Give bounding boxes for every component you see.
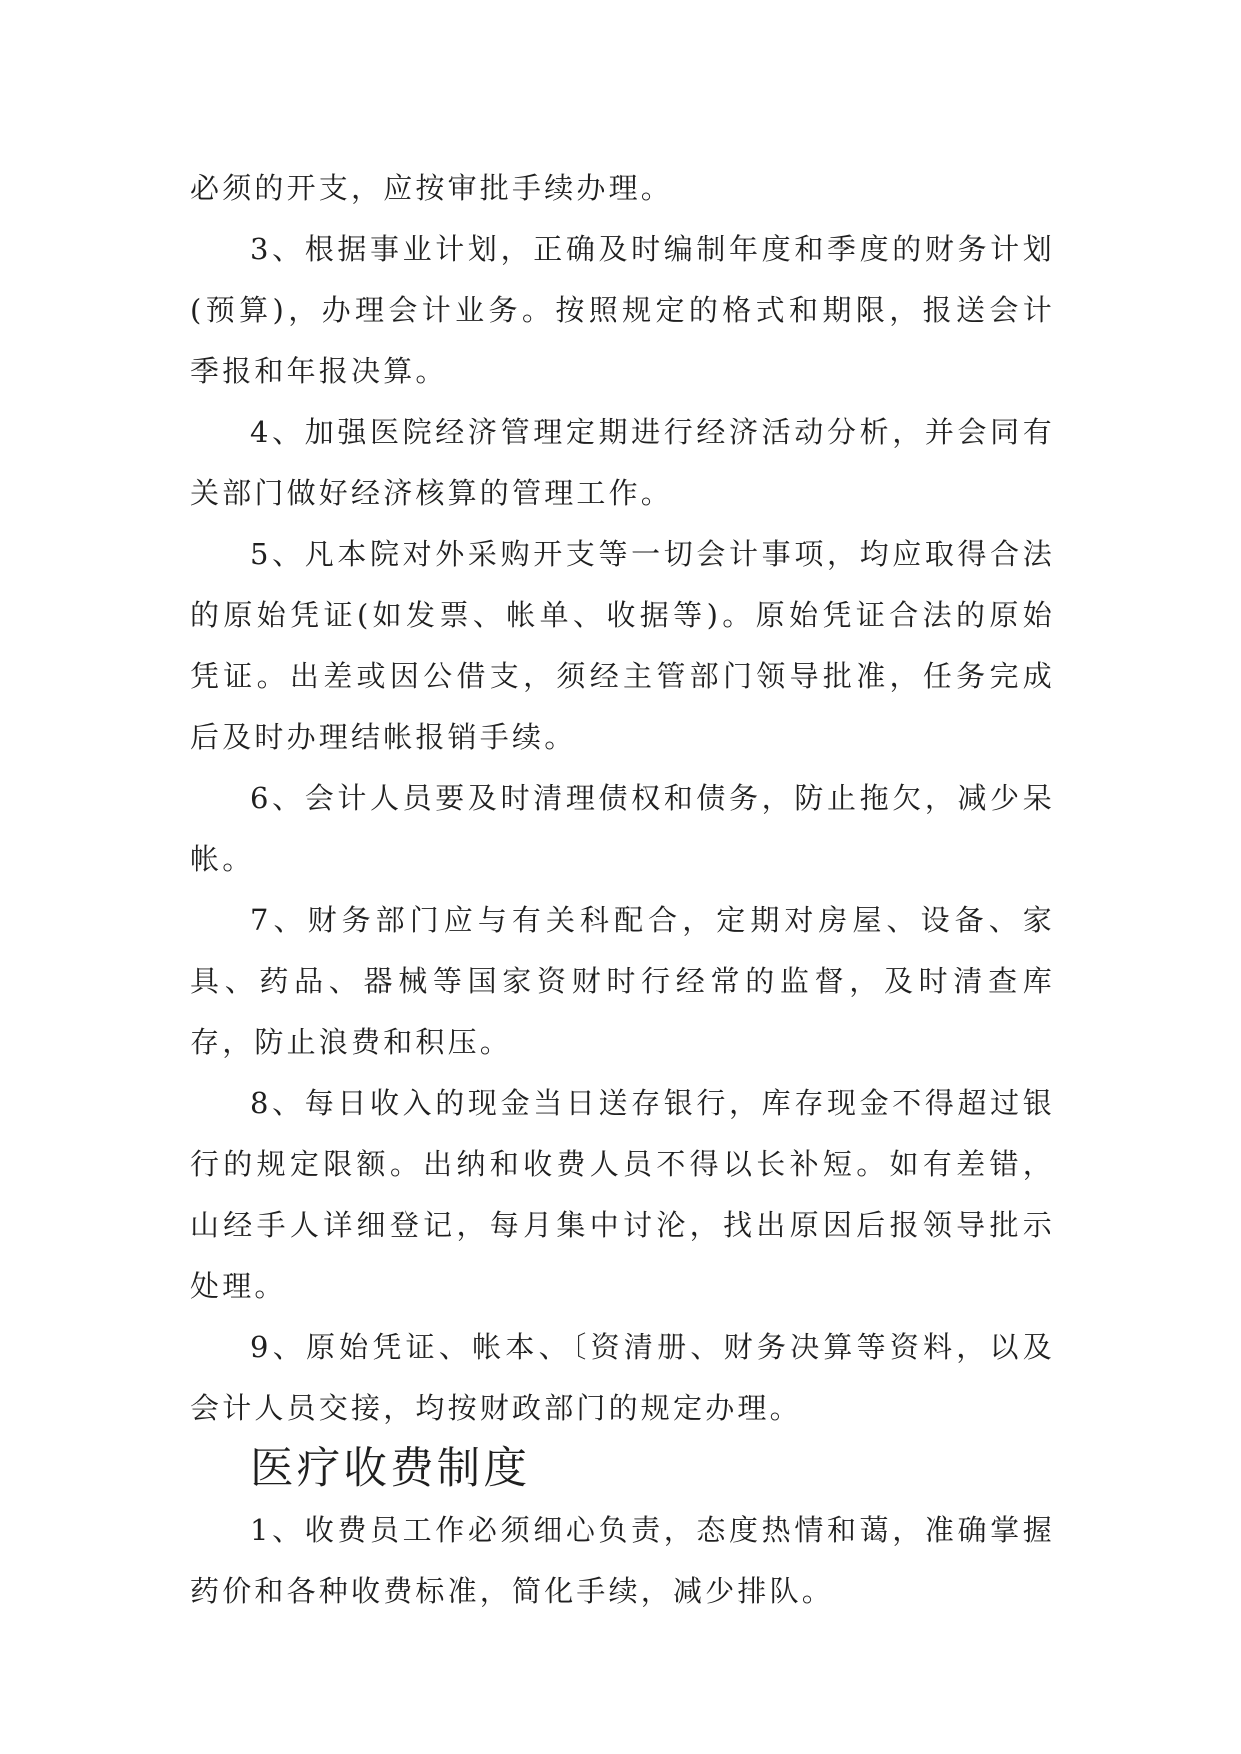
paragraph-item-3: 3、根据事业计划，正确及时编制年度和季度的财务计划(预算)，办理会计业务。按照规定的格式和期限，报送会计季报和年报决算。	[190, 232, 1055, 388]
section-paragraph-item-1: 1、收费员工作必须细心负责，态度热情和蔼，准确掌握药价和各种收费标准，简化手续，减少排队。	[190, 1513, 1055, 1608]
section-title: 医疗收费制度	[250, 1444, 531, 1494]
paragraph-continuation: 必须的开支，应按审批手续办理。	[190, 171, 674, 205]
paragraph-item-8: 8、每日收入的现金当日送存银行，库存现金不得超过银行的规定限额。出纳和收费人员不得以长补短。如有差错，山经手人详细登记，每月集中讨沦，找出原因后报领导批示处理。	[190, 1086, 1055, 1303]
paragraph-item-6: 6、会计人员要及时清理债权和债务，防止拖欠，减少呆帐。	[190, 781, 1055, 876]
paragraph-item-4: 4、加强医院经济管理定期进行经济活动分析，并会同有关部门做好经济核算的管理工作。	[190, 415, 1055, 510]
paragraph-item-5: 5、凡本院对外采购开支等一切会计事项，均应取得合法的原始凭证(如发票、帐单、收据等)。原始凭证合法的原始凭证。出差或因公借支，须经主管部门领导批准，任务完成后及时办理结帐报销手续。	[190, 537, 1055, 754]
paragraph-item-7: 7、财务部门应与有关科配合，定期对房屋、设备、家具、药品、器械等国家资财时行经常的监督，及时清查库存，防止浪费和积压。	[190, 903, 1055, 1059]
paragraph-item-9: 9、原始凭证、帐本、〔资清册、财务决算等资料，以及会计人员交接，均按财政部门的规定办理。	[190, 1330, 1055, 1425]
document-body	[190, 158, 1055, 1622]
